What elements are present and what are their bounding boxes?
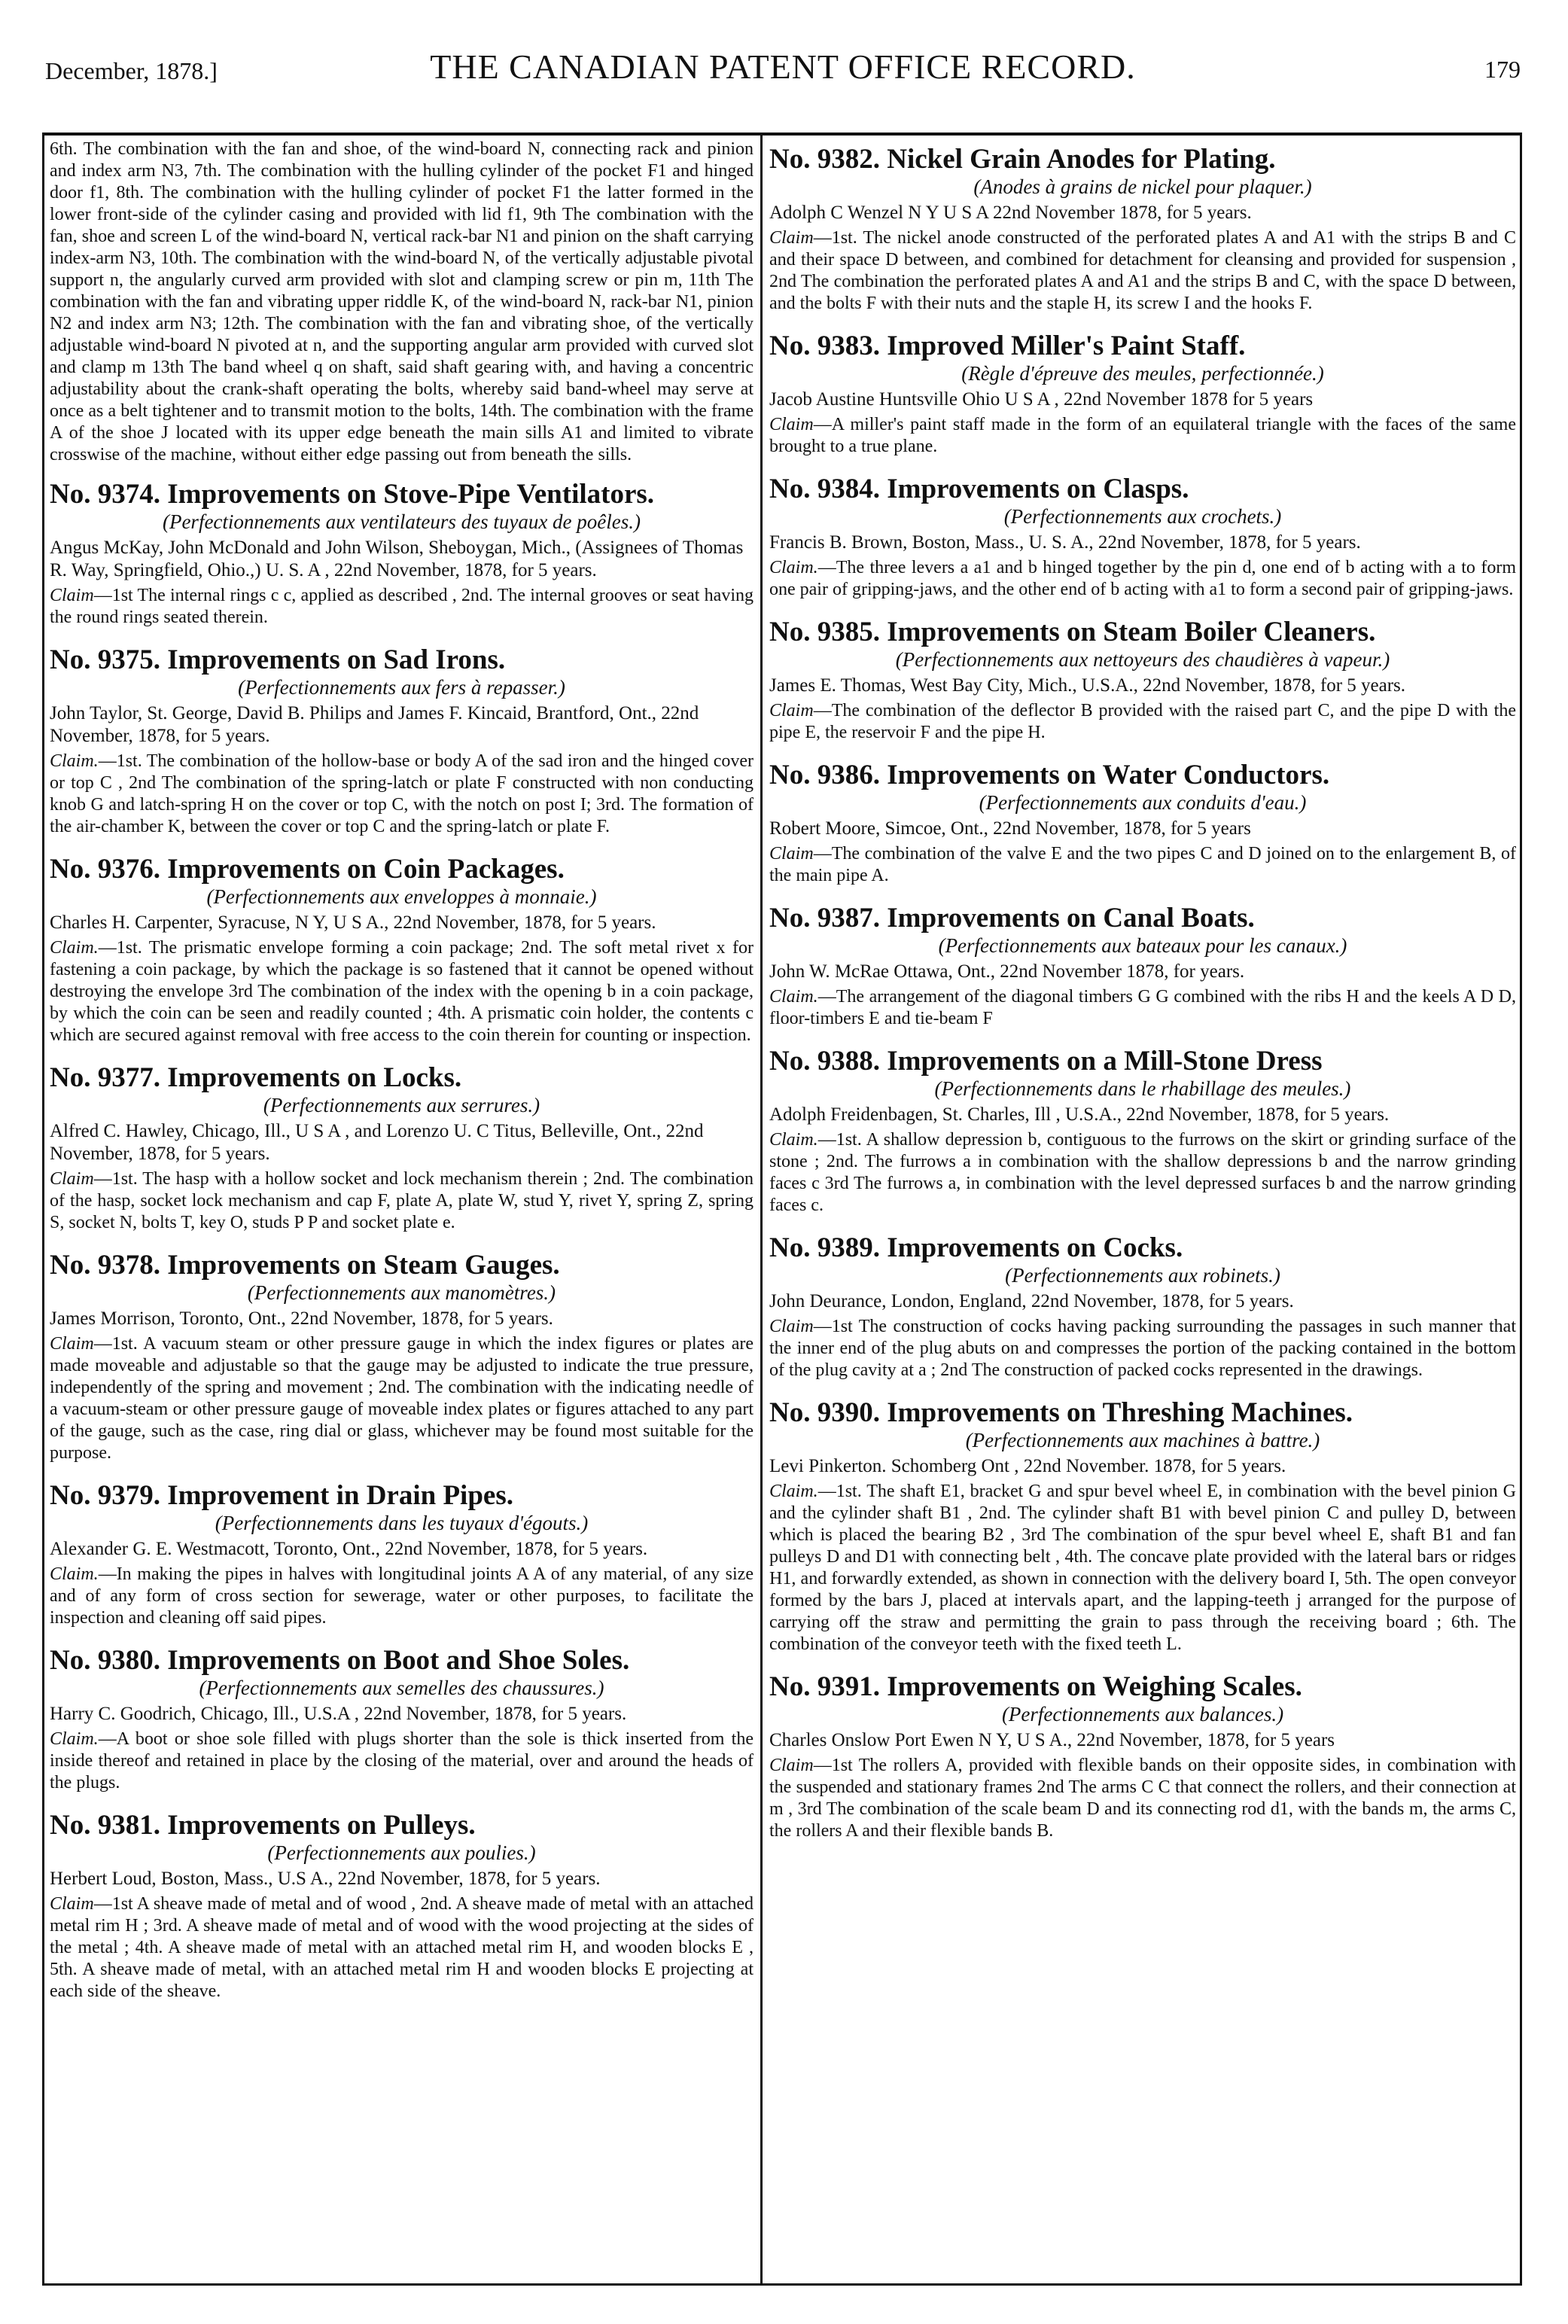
claim-label: Claim. [769,1130,818,1150]
patent-number: No. 9383. [769,330,880,361]
patent-heading [50,1250,754,1281]
patent-title: Improvements on Water Conductors. [887,760,1330,790]
patent-heading [50,1646,754,1676]
patent-grantee: Adolph C Wenzel N Y U S A 22nd November 1878, for 5 years. [769,203,1252,223]
left-entries [50,480,754,2003]
claim-text: —A miller's paint staff made in the form of an equilateral triangle with the faces of the same brought to a true plane. [769,415,1516,456]
patent-claim [50,1893,754,2003]
patent-heading [769,1046,1516,1077]
patent-entry [769,760,1516,887]
patent-grantee: Herbert Loud, Boston, Mass., U.S A., 22nd November, 1878, for 5 years. [50,1869,601,1889]
patent-title: Nickel Grain Anodes for Plating. [887,144,1276,175]
patent-claim [50,937,754,1046]
patent-number: No. 9379. [50,1480,160,1511]
patent-grantee: John Deurance, London, England, 22nd November, 1878, for 5 years. [769,1291,1294,1311]
right-entries [769,145,1516,1842]
patent-number: No. 9385. [769,617,880,647]
patent-french-title: (Perfectionnements aux ventilateurs des tuyaux de poêles.) [162,510,641,533]
patent-number: No. 9380. [50,1645,160,1676]
claim-text: —1st The construction of cocks having packing surrounding the passages in such manner that the inner end of the plug abuts on and compresses the portion of the packing contained in the bottom of the plug cavity at a ; 2nd The construction of packed cocks represented in the drawings. [769,1317,1516,1380]
patent-french-title: (Perfectionnements aux balances.) [1001,1703,1284,1725]
claim-label: Claim. [769,987,818,1007]
patent-title: Improvements on Threshing Machines. [887,1397,1353,1428]
patent-title: Improvements on Steam Gauges. [167,1250,560,1281]
claim-text: —1st The rollers A, provided with flexible bands on their opposite sides, in combination with the suspended and stationary frames 2nd The arms C C that connect the rollers, and their connection at m , 3rd The combination of the scale beam D and its connecting rod d1, with the bands m, the arms C, the rollers A and their flexible bands B. [769,1756,1516,1841]
patent-heading [50,480,754,510]
claim-text: —In making the pipes in halves with longitudinal joints A A of any material, of any size and of any form of cross section for sewerage, water or other purposes, to facilitate the inspection and cleaning off said pipes. [50,1564,754,1628]
page-header [45,47,1521,92]
patent-entry [50,1250,754,1464]
claim-text: —1st. The combination of the hollow-base or body A of the sad iron and the hinged cover or top C , 2nd The combination of the spring-latch or plate F constructed with non conducting knob G and latch-spring H on the cover or top C, with the notch on post I; 3rd. The formation of the air-chamber K, between the cover or top C and the spring-latch or plate F. [50,751,754,836]
patent-heading [769,760,1516,790]
patent-entry [769,1233,1516,1381]
patent-french-title: (Perfectionnements aux nettoyeurs des chaudières à vapeur.) [895,648,1390,671]
patent-title: Improvements on Locks. [167,1062,462,1093]
claim-text: —The combination of the valve E and the two pipes C and D joined on to the enlargement B, of the main pipe A. [769,844,1516,885]
column-divider [760,132,763,2286]
patent-french-title: (Perfectionnements aux conduits d'eau.) [979,791,1307,814]
claim-text: —A boot or shoe sole filled with plugs shorter than the sole is thick inserted from the inside thereof and retained in place by the closing of the material, over and around the heads of the plugs. [50,1729,754,1792]
patent-title: Improvement in Drain Pipes. [167,1480,513,1511]
patent-number: No. 9391. [769,1671,880,1702]
patent-grantee: Alexander G. E. Westmacott, Toronto, Ont., 22nd November, 1878, for 5 years. [50,1539,648,1559]
patent-french-title: (Perfectionnements dans le rhabillage des meules.) [934,1077,1351,1100]
patent-number: No. 9378. [50,1250,160,1281]
patent-number: No. 9390. [769,1397,880,1428]
patent-claim [769,1129,1516,1217]
claim-text: —1st The internal rings c c, applied as described , 2nd. The internal grooves or seat having the round rings seated therein. [50,586,754,627]
patent-french-title: (Perfectionnements aux serrures.) [263,1094,540,1116]
patent-grantee: John Taylor, St. George, David B. Philips and James F. Kincaid, Brantford, Ont., 22nd November, 1878, for 5 years. [50,703,699,746]
patent-title: Improvements on Clasps. [887,474,1189,504]
patent-claim [50,1168,754,1234]
patent-grantee: James E. Thomas, West Bay City, Mich., U.S.A., 22nd November, 1878, for 5 years. [769,675,1406,696]
patent-french-title: (Perfectionnements aux bateaux pour les canaux.) [938,934,1347,957]
claim-label: Claim [769,228,814,248]
patent-entry [769,474,1516,601]
claim-label: Claim. [50,1564,99,1584]
claim-text: —1st A sheave made of metal and of wood , 2nd. A sheave made of metal with an attached metal rim H ; 3rd. A sheave made of metal and of wood with the wood projecting at the sides of the metal ; 4th. A sheave made of metal with an attached metal rim H, and wooden blocks E , 5th. A sheave made of metal, with an attached metal rim H and wooden blocks E projecting at each side of the sheave. [50,1894,754,2001]
claim-label: Claim. [50,1729,99,1749]
patent-entry [769,617,1516,744]
patent-grantee: Francis B. Brown, Boston, Mass., U. S. A., 22nd November, 1878, for 5 years. [769,532,1361,553]
patent-heading [769,331,1516,361]
continued-claims-text: 6th. The combination with the fan and shoe, of the wind-board N, connecting rack and pinion and index arm N3, 7th. The combination with the hulling cylinder of the pocket F1 and hinged door f1, 8th. The combination with the hulling cylinder of pocket F1 the latter formed in the lower front-side of the cylinder casing and provided with lid f1, 9th The combination with the fan, shoe and screen L of the wind-board N, vertical rack-bar N1 and pinion on the shaft carrying index-arm N3, 10th. The combination with the wind-board N, of the vertically adjustable pivotal support n, the angularly curved arm provided with slot and clamping screw or pin m, 11th The combination with the fan and vibrating upper riddle K, of the wind-board N, rack-bar N1, pinion N2 and index arm N3; 12th. The combination with the fan and vibrating shoe, of the vertically adjustable wind-board N pivoted at n, and the supporting angular arm provided with curved slot and clamp m 13th The band wheel q on shaft, said shaft gearing with, and having a concentric adjustability about the crank-shaft operating the bolts, whereby said band-wheel may serve at once as a belt tightener and to transmit motion to the bolts, 14th. The combination with the frame A of the shoe J located with its upper edge beneath the main sills A1 and limited to vibrate crosswise of the machine, without either edge passing out from beneath the sills. [50,139,754,464]
patent-entry [50,1481,754,1629]
header-page-number: 179 [1484,56,1521,83]
patent-heading [50,1063,754,1093]
claim-label: Claim [50,1894,94,1914]
patent-claim [769,1316,1516,1381]
claim-label: Claim. [769,558,818,577]
patent-number: No. 9388. [769,1046,880,1077]
claim-text: —1st. The hasp with a hollow socket and lock mechanism therein ; 2nd. The combination of the hasp, socket lock mechanism and cap F, plate A, plate W, stud Y, rivet Y, spring Z, spring S, socket N, bolts T, key O, studs P P and socket plate e. [50,1169,754,1232]
claim-text: —1st. The nickel anode constructed of the perforated plates A and A1 with the strips B and C and their space D between, and combined for detachment for cleansing and provided for suspension , 2nd The combination the perforated plates A and A1 and the strips B and C, with the space D between, and the bolts F with their nuts and the staple H, its screw I and the hooks F. [769,228,1516,313]
patent-heading [769,1398,1516,1428]
patent-claim [769,1481,1516,1655]
right-column [769,134,1516,2280]
patent-grantee: Levi Pinkerton. Schomberg Ont , 22nd November. 1878, for 5 years. [769,1456,1286,1476]
patent-claim [50,751,754,838]
patent-french-title: (Perfectionnements aux poulies.) [267,1841,536,1864]
patent-entry [769,1672,1516,1842]
claim-label: Claim [769,1317,814,1336]
patent-french-title: (Perfectionnements dans les tuyaux d'égouts.) [215,1512,589,1534]
patent-heading [769,903,1516,934]
patent-number: No. 9381. [50,1810,160,1841]
patent-grantee: Jacob Austine Huntsville Ohio U S A , 22nd November 1878 for 5 years [769,389,1314,410]
claim-label: Claim [769,844,814,864]
patent-heading [769,1233,1516,1263]
claim-label: Claim [50,586,94,605]
patent-claim [769,843,1516,887]
patent-entry [50,480,754,629]
patent-french-title: (Anodes à grains de nickel pour plaquer.) [973,175,1312,198]
claim-label: Claim. [50,751,99,771]
patent-number: No. 9384. [769,474,880,504]
patent-french-title: (Perfectionnements aux semelles des chaussures.) [199,1677,604,1699]
patent-grantee: Charles Onslow Port Ewen N Y, U S A., 22nd November, 1878, for 5 years [769,1730,1335,1750]
patent-grantee: James Morrison, Toronto, Ont., 22nd November, 1878, for 5 years. [50,1308,553,1329]
claim-label: Claim. [50,938,99,958]
patent-claim [769,227,1516,315]
patent-number: No. 9382. [769,144,880,175]
patent-french-title: (Perfectionnements aux machines à battre.) [965,1429,1320,1451]
patent-french-title: (Perfectionnements aux fers à repasser.) [238,676,565,699]
patent-french-title: (Perfectionnements aux manomètres.) [247,1281,556,1304]
claim-text: —1st. The shaft E1, bracket G and spur bevel wheel E, in combination with the bevel pinion G and the cylinder shaft B1 , 2nd. The cylinder shaft B1 with bevel pinion C and pulley D, between which is placed the bearing B2 , 3rd The combination of the spur bevel wheel E, shaft B1 and fan pulleys D and D1 with connecting belt , 4th. The concave plate provided with the lateral bars or ridges H1, and forwardly extended, as shown in connection with the delivery board I, 5th. The open conveyor formed by the bars J, placed at intervals apart, and the lapping-teeth j arranged for the purpose of carrying off the straw and permitting the grain to pass through the receiving board ; 6th. The combination of the conveyor teeth with the fixed teeth L. [769,1482,1516,1654]
patent-grantee: Angus McKay, John McDonald and John Wilson, Sheboygan, Mich., (Assignees of Thomas R. Way, Springfield, Ohio.,) U. S. A , 22nd November, 1878, for 5 years. [50,538,744,580]
patent-french-title: (Règle d'épreuve des meules, perfectionnée.) [961,362,1324,385]
patent-title: Improvements on a Mill-Stone Dress [887,1046,1323,1077]
claim-text: —The three levers a a1 and b hinged together by the pin d, one end of b acting with a to form one pair of gripping-jaws, and the other end of b acting with a1 to form a second pair of gripping-jaws. [769,558,1516,599]
header-date: December, 1878.] [45,57,218,84]
left-column [50,134,754,2280]
patent-title: Improvements on Stove-Pipe Ventilators. [167,479,655,510]
patent-grantee: Alfred C. Hawley, Chicago, Ill., U S A , and Lorenzo U. C Titus, Belleville, Ont., 22nd November, 1878, for 5 years. [50,1121,704,1164]
patent-title: Improvements on Coin Packages. [167,854,565,885]
patent-entry [50,854,754,1046]
patent-number: No. 9377. [50,1062,160,1093]
patent-entry [50,1811,754,2003]
patent-french-title: (Perfectionnements aux robinets.) [1005,1264,1280,1287]
claim-label: Claim [769,701,814,720]
claim-text: —1st. A vacuum steam or other pressure gauge in which the index figures or plates are made moveable and adjustable so that the gauge may be adjusted to indicate the true pressure, independently of the spring and movement ; 2nd. The combination with the indicating needle of a vacuum-steam or other pressure gauge of moveable index plates or figures attached to any part of the gauge, such as the case, ring dial or glass, whichever may be found most suitable for the purpose. [50,1334,754,1463]
patent-number: No. 9374. [50,479,160,510]
patent-claim [50,1729,754,1794]
patent-claim [50,1564,754,1629]
patent-number: No. 9376. [50,854,160,885]
patent-entry [50,645,754,838]
patent-title: Improvements on Sad Irons. [167,644,506,675]
patent-heading [50,1481,754,1511]
patent-grantee: Robert Moore, Simcoe, Ont., 22nd November, 1878, for 5 years [769,818,1251,839]
claim-text: —1st. The prismatic envelope forming a coin package; 2nd. The soft metal rivet x for fastening a coin package, by which the package is so fastened that it cannot be opened without destroying the envelope 3rd The combination of the index with the opening b in a coin package, by which the coin can be seen and readily counted ; 4th. A prismatic coin holder, the contents c which are secured against removal with free access to the coin therein for counting or inspection. [50,938,754,1045]
claim-label: Claim [769,1756,814,1775]
patent-number: No. 9389. [769,1232,880,1263]
claim-text: —The arrangement of the diagonal timbers G G combined with the ribs H and the keels A D D, floor-timbers E and tie-beam F [769,987,1516,1028]
patent-claim [50,585,754,629]
patent-entry [50,1063,754,1234]
patent-entry [769,1398,1516,1655]
patent-claim [769,986,1516,1030]
patent-claim [769,700,1516,744]
patent-claim [769,414,1516,458]
header-title: THE CANADIAN PATENT OFFICE RECORD. [430,47,1136,86]
claim-text: —The combination of the deflector B provided with the raised part C, and the pipe D with the pipe E, the reservoir F and the pipe H. [769,701,1516,742]
claim-label: Claim [769,415,814,434]
claim-label: Claim [50,1169,94,1189]
claim-label: Claim. [769,1482,818,1501]
claim-text: —1st. A shallow depression b, contiguous to the furrows on the skirt or grinding surface of the stone ; 2nd. The furrows a in combination with the shallow depressions b and the narrow grinding faces c 3rd The furrows a, in combination with the level depressed surfaces b and the narrow grinding faces c. [769,1130,1516,1215]
patent-heading [50,645,754,675]
patent-grantee: Harry C. Goodrich, Chicago, Ill., U.S.A , 22nd November, 1878, for 5 years. [50,1704,627,1724]
patent-entry [769,145,1516,315]
patent-french-title: (Perfectionnements aux enveloppes à monnaie.) [206,885,597,908]
patent-entry [769,331,1516,458]
patent-heading [769,145,1516,175]
claim-label: Claim [50,1334,94,1354]
patent-heading [50,854,754,885]
patent-title: Improvements on Pulleys. [167,1810,476,1841]
patent-claim [50,1333,754,1464]
patent-entry [769,1046,1516,1217]
patent-grantee: Charles H. Carpenter, Syracuse, N Y, U S A., 22nd November, 1878, for 5 years. [50,912,656,933]
patent-claim [769,1755,1516,1842]
patent-french-title: (Perfectionnements aux crochets.) [1003,505,1282,528]
patent-heading [769,474,1516,504]
patent-entry [769,903,1516,1030]
patent-claim [769,557,1516,601]
patent-heading [769,617,1516,647]
patent-entry [50,1646,754,1794]
patent-title: Improvements on Boot and Shoe Soles. [167,1645,630,1676]
patent-title: Improvements on Canal Boats. [887,903,1255,934]
patent-number: No. 9386. [769,760,880,790]
patent-heading [769,1672,1516,1702]
patent-grantee: Adolph Freidenbagen, St. Charles, Ill , U.S.A., 22nd November, 1878, for 5 years. [769,1104,1390,1125]
patent-title: Improvements on Weighing Scales. [887,1671,1302,1702]
patent-title: Improvements on Steam Boiler Cleaners. [887,617,1376,647]
patent-grantee: John W. McRae Ottawa, Ont., 22nd November 1878, for years. [769,961,1245,982]
patent-heading [50,1811,754,1841]
patent-title: Improvements on Cocks. [887,1232,1183,1263]
patent-number: No. 9375. [50,644,160,675]
patent-number: No. 9387. [769,903,880,934]
patent-title: Improved Miller's Paint Staff. [887,330,1246,361]
